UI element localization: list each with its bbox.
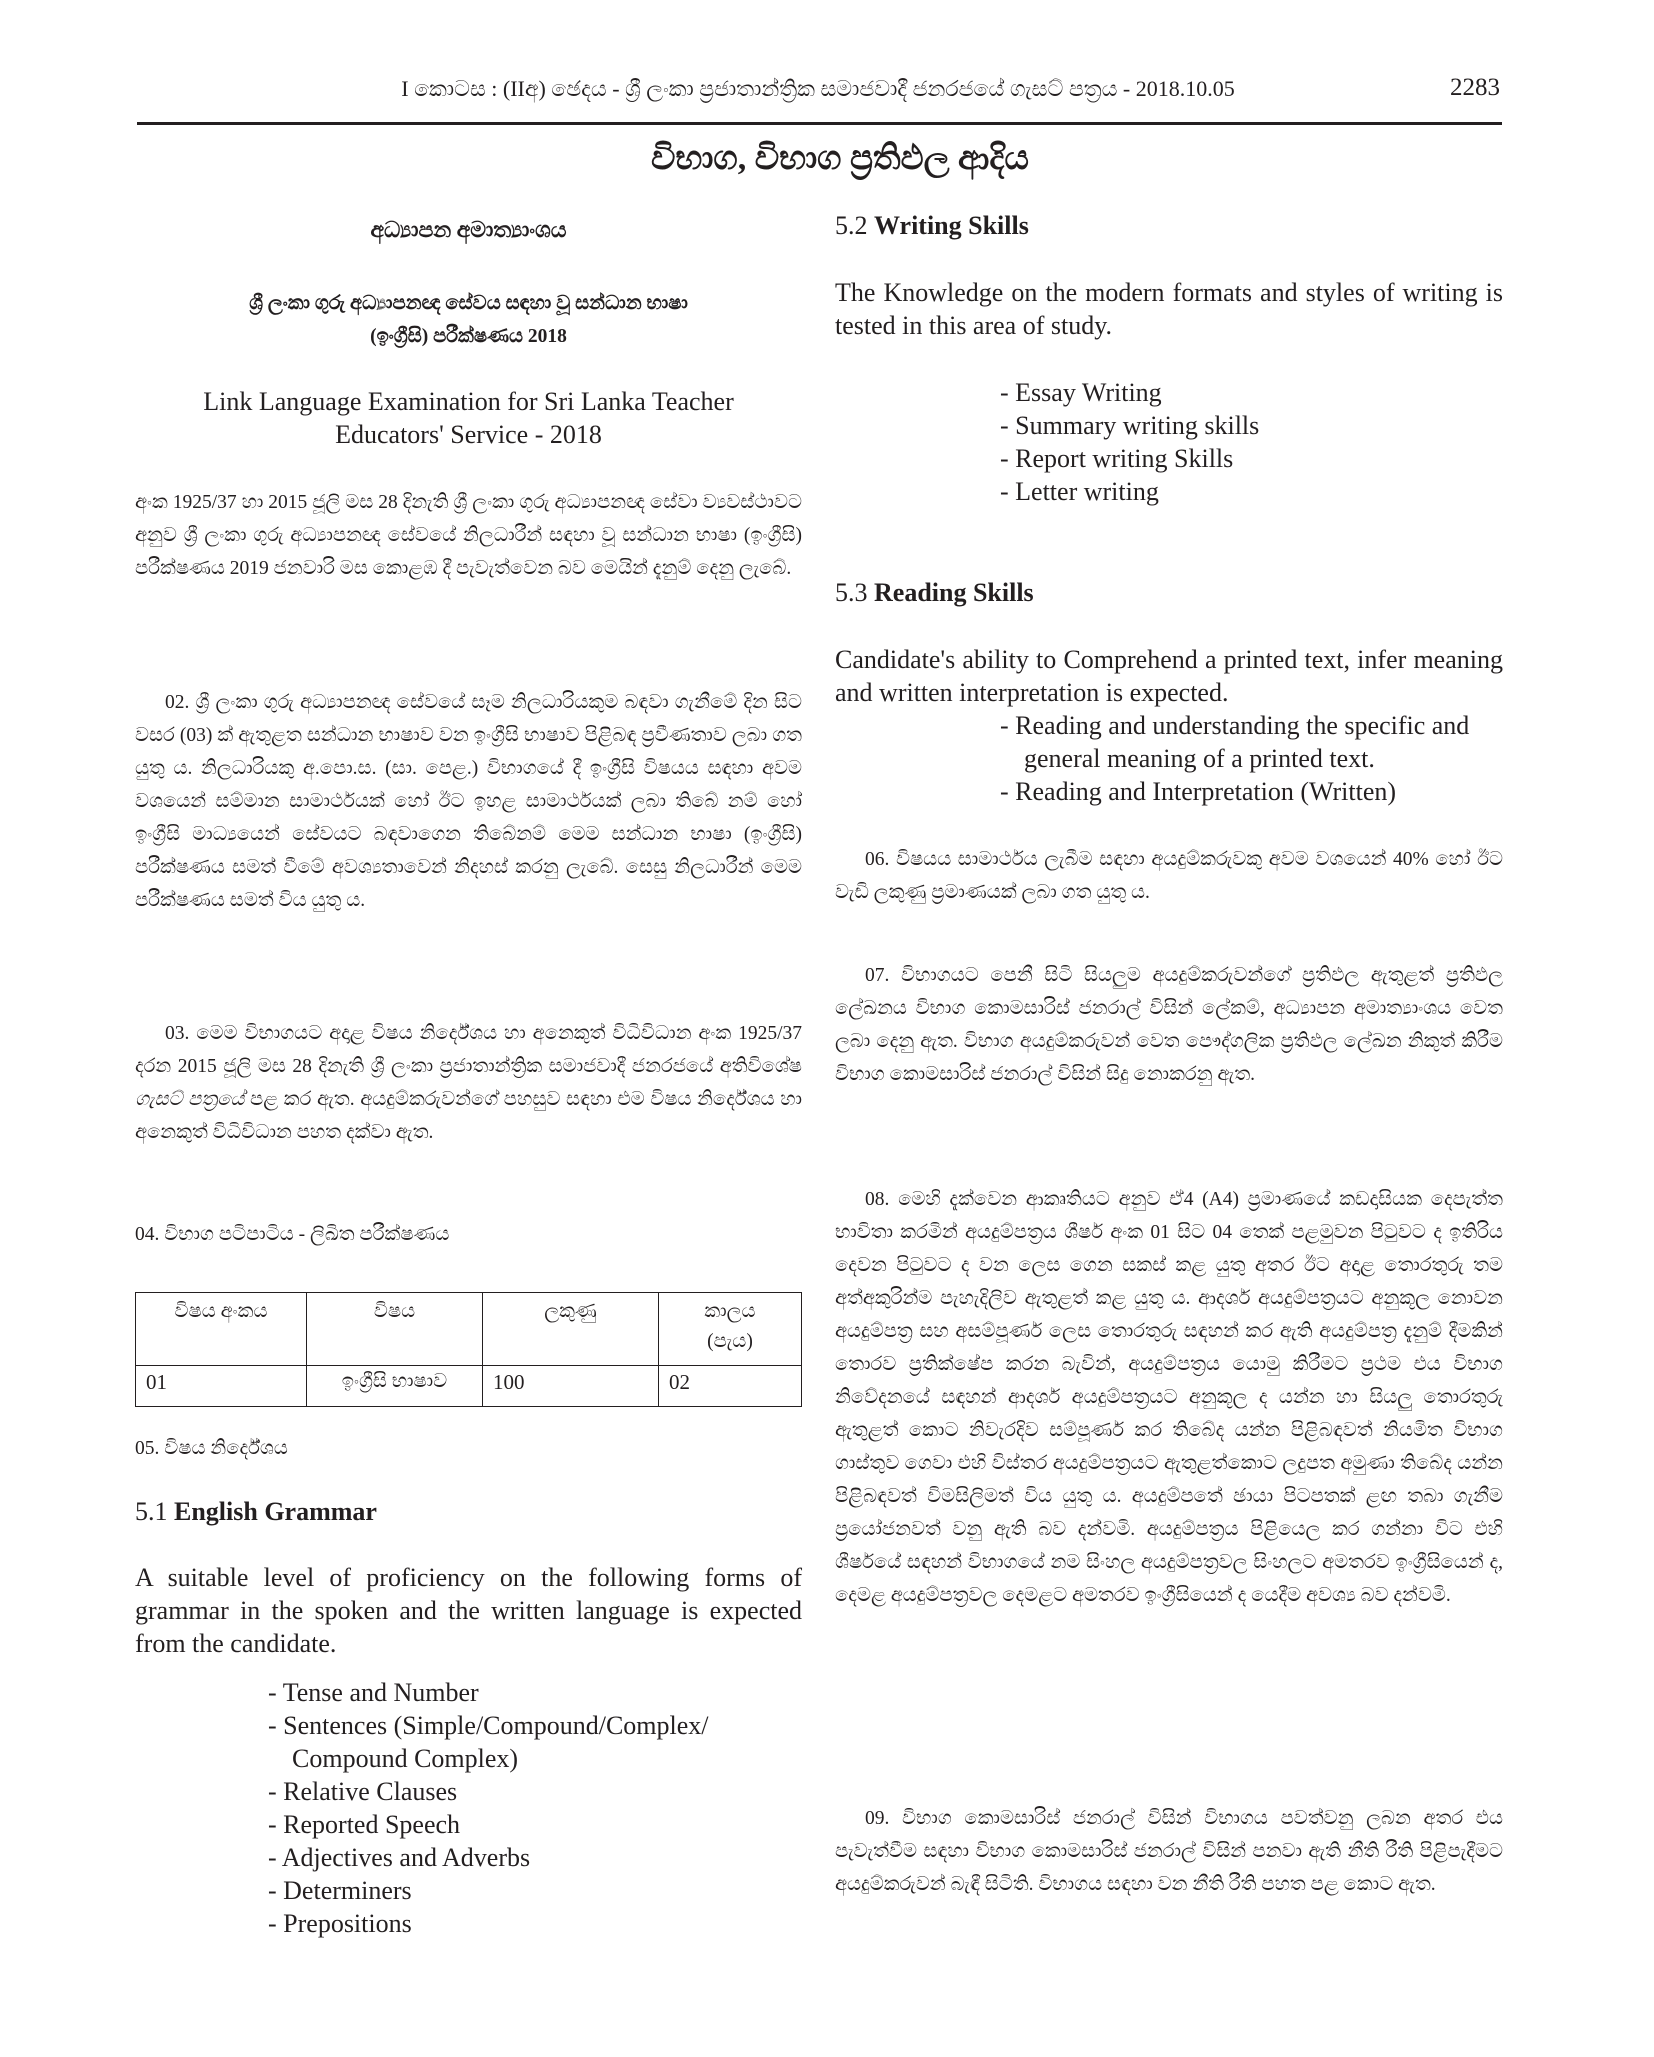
list-item: - Sentences (Simple/Compound/Complex/ bbox=[268, 1711, 709, 1740]
paragraph-03-gazette-italic: ගැසට් පත්‍රයේ bbox=[135, 1089, 245, 1110]
table-header-row bbox=[136, 1293, 802, 1366]
list-item: - Tense and Number bbox=[268, 1678, 479, 1707]
table-header-cell bbox=[659, 1293, 802, 1366]
list-item: - Reported Speech bbox=[268, 1810, 461, 1839]
section-5-2-body: The Knowledge on the modern formats and styles of writing is tested in this area of study. bbox=[835, 278, 1503, 340]
header-rule bbox=[137, 122, 1502, 125]
table-cell: ඉංග්‍රීසි භාෂාව bbox=[307, 1366, 483, 1407]
paragraph-08: 08. මෙහි දැක්වෙන ආකෘතියට අනුව ඒ4 (A4) ප්‍රමාණයේ කඩදාසියක දෙපැත්ත භාවිතා කරමින් අයදුම්පත්‍රය ශීර්ෂ අංක 01 සිට 04 තෙක් පළමුවන පිටුවට ද ඉතිරිය දෙවන පිටුවට ද වන ලෙස ගෙන සකස් කළ යුතු අතර ඊට අදාළ තොරතුරු තම අත්අකුරින්ම පැහැදිලිව ඇතුළත් කළ යුතු ය. ආදර්ශ අයදුම්පත්‍රයට අනුකූල නොවන අයදුම්පත්‍ර සහ අසම්පූර්ණ ලෙස තොරතුරු සඳහන් කර ඇති අයදුම්පත්‍ර දැනුම් දීමකින් තොරව ප්‍රතික්ෂේප කරන බැවින්, අයදුම්පත්‍රය යොමු කිරීමට ප්‍රථම එය විභාග නිවේදනයේ සඳහන් ආදර්ශ අයදුම්පත්‍රයට අනුකූල ද යන්න හා සියලු තොරතුරු ඇතුළත් කොට නිවැරදිව සම්පූර්ණ කර තිබේද යන්න පිළිබඳවත් නියමිත විභාග ගාස්තුව ගෙවා එහි විස්තර අයදුම්පත්‍රයට ඇතුළත්කොට ලදුපත අමුණා තිබේද යන්න පිළිබඳවත් විමසිලිමත් විය යුතු ය. අයදුම්පතේ ඡායා පිටපතක් ළඟ තබා ගැනීම ප්‍රයෝජනවත් වනු ඇති බව දන්වමි. අයදුම්පත්‍රය පිළියෙල කර ගන්නා විට එහි ශීර්ෂයේ සඳහන් විභාගයේ නම සිංහල අයදුම්පත්‍රවල සිංහලට අමතරව ඉංග්‍රීසියෙන් ද, දෙමළ අයදුම්පත්‍රවල දෙමළට අමතරව ඉංග්‍රීසියෙන් ද යෙදීම අවශ්‍ය බව දන්වමි. bbox=[835, 1189, 1503, 1606]
grammar-topics-list bbox=[268, 1676, 798, 1940]
list-item-continuation: general meaning of a printed text. bbox=[1024, 744, 1375, 773]
list-item: - Reading and Interpretation (Written) bbox=[1000, 777, 1397, 806]
paragraph-07: 07. විභාගයට පෙනී සිටි සියලුම අයදුම්කරුවන්ගේ ප්‍රතිඵල ඇතුළත් ප්‍රතිඵල ලේඛනය විභාග කොමසාරිස් ජනරාල් විසින් ලේකම්, අධ්‍යාපන අමාත්‍යාංශය වෙත ලබා දෙනු ඇත. විභාග අයදුම්කරුවන් වෙත පෞද්ගලික ප්‍රතිඵල ලේඛන නිකුත් කිරීම විභාග කොමසාරිස් ජනරාල් විසින් සිදු නොකරනු ඇත. bbox=[835, 965, 1503, 1085]
section-5-1-heading bbox=[135, 1495, 802, 1528]
section-5-1-body: A suitable level of proficiency on the following forms of grammar in the spoken and the written language is expected from the candidate. bbox=[135, 1563, 802, 1658]
paragraph-09: 09. විභාග කොමසාරිස් ජනරාල් විසින් විභාගය පවත්වනු ලබන අතර එය පැවැත්වීම සඳහා විභාග කොමසාරිස් ජනරාල් විසින් පනවා ඇති නීති රීති පිළිපැදීමට අයදුම්කරුවන් බැඳී සිටිති. විභාගය සඳහා වන නීති රීති පහත පළ කොට ඇත. bbox=[835, 1808, 1503, 1895]
list-item: - Prepositions bbox=[268, 1909, 412, 1938]
list-item: - Letter writing bbox=[1000, 477, 1159, 506]
list-item bbox=[1000, 742, 1503, 775]
list-item bbox=[268, 1742, 798, 1775]
list-item-continuation: Compound Complex) bbox=[292, 1744, 519, 1773]
list-item: - Adjectives and Adverbs bbox=[268, 1843, 531, 1872]
section-number: 5.3 bbox=[835, 578, 868, 607]
section-5-3-heading bbox=[835, 576, 1503, 609]
paragraph-05: 05. විෂය නිර්දේශය bbox=[135, 1438, 288, 1459]
exam-title-sinhala-line-2: (ඉංග්‍රීසි) පරීක්ෂණය 2018 bbox=[370, 326, 567, 347]
table-row bbox=[136, 1366, 802, 1407]
table-cell: 01 bbox=[136, 1366, 307, 1407]
reading-skills-list bbox=[1000, 709, 1503, 808]
list-item: - Summary writing skills bbox=[1000, 411, 1260, 440]
table-cell: 02 bbox=[659, 1366, 802, 1407]
table-header-cell: විෂය bbox=[307, 1293, 483, 1366]
exam-title-sinhala bbox=[135, 287, 802, 353]
list-item: - Essay Writing bbox=[1000, 378, 1162, 407]
paragraph-06: 06. විෂයය සාමාර්ථය ලැබීම සඳහා අයදුම්කරුවකු අවම වශයෙන් 40% හෝ ඊට වැඩි ලකුණු ප්‍රමාණයක් ලබා ගත යුතු ය. bbox=[835, 849, 1503, 903]
table-header-time-label: කාලය (පැය) bbox=[704, 1301, 756, 1352]
paragraph-02: 02. ශ්‍රී ලංකා ගුරු අධ්‍යාපනඥ සේවයේ සෑම නිලධාරියකුම බඳවා ගැනීමේ දින සිට වසර (03) ක් ඇතුළත සන්ධාන භාෂාව වන ඉංග්‍රීසි භාෂාව පිළිබඳ ප්‍රවීණතාව ලබා ගත යුතු ය. නිලධාරියකු අ.පො.ස. (සා. පෙළ.) විභාගයේ දී ඉංග්‍රීසි විෂයය සඳහා අවම වශයෙන් සම්මාන සාමාර්ථයක් හෝ ඊට ඉහළ සාමාර්ථයක් ලබා තිබේ නම් හෝ ඉංග්‍රීසි මාධ්‍යයෙන් සේවයට බඳවාගෙන තිබේනම් මෙම සන්ධාන භාෂා (ඉංග්‍රීසි) පරීක්ෂණය සමත් වීමේ අවශ්‍යතාවෙන් නිදහස් කරනු ලැබේ. සෙසු නිලධාරීන් මෙම පරීක්ෂණය සමත් විය යුතු ය. bbox=[135, 692, 802, 911]
exam-title-english-line-1: Link Language Examination for Sri Lanka Teacher bbox=[203, 387, 734, 416]
section-number: 5.2 bbox=[835, 211, 868, 240]
table-header-cell: ලකුණු bbox=[483, 1293, 659, 1366]
exam-title-sinhala-line-1: ශ්‍රී ලංකා ගුරු අධ්‍යාපනඥ සේවය සඳහා වූ සන්ධාන භාෂා bbox=[249, 293, 688, 314]
paragraph-03-part-c: පළ කර ඇත. අයදුම්කරුවන්ගේ පහසුව සඳහා එම විෂය නිර්දේශය හා අනෙකුත් විධිවිධාන පහත දක්වා ඇත. bbox=[135, 1089, 803, 1143]
ministry-heading: අධ්‍යාපන අමාත්‍යාංශය bbox=[370, 217, 567, 242]
exam-schedule-table bbox=[135, 1292, 802, 1407]
section-title-text: Reading Skills bbox=[874, 578, 1034, 607]
section-5-3-body: Candidate's ability to Comprehend a printed text, infer meaning and written interpretation is expected. bbox=[835, 645, 1503, 707]
list-item: - Relative Clauses bbox=[268, 1777, 458, 1806]
section-title: විභාග, විභාග ප්‍රතිඵල ආදිය bbox=[651, 140, 1029, 177]
table-cell: 100 bbox=[483, 1366, 659, 1407]
writing-skills-list bbox=[1000, 376, 1500, 508]
section-number: 5.1 bbox=[135, 1497, 168, 1526]
table-header-cell: විෂය අංකය bbox=[136, 1293, 307, 1366]
paragraph-03-part-a: 03. මෙම විභාගයට අදාළ විෂය නිර්දේශය හා අනෙකුත් විධිවිධාන අංක 1925/37 දරන 2015 ජූලි මස 28 දිනැති ශ්‍රී ලංකා ප්‍රජාතාන්ත්‍රික සමාජවාදී ජනරජයේ අතිවිශේෂ bbox=[135, 1023, 802, 1077]
list-item: - Reading and understanding the specific and bbox=[1000, 711, 1470, 740]
page-number: 2283 bbox=[1450, 74, 1500, 101]
paragraph-01: අංක 1925/37 හා 2015 ජූලි මස 28 දිනැති ශ්‍රී ලංකා ගුරු අධ්‍යාපනඥ සේවා ව්‍යවස්ථාවට අනුව ශ්‍රී ලංකා ගුරු අධ්‍යාපනඥ සේවයේ නිලධාරීන් සඳහා වූ සන්ධාන භාෂා (ඉංග්‍රීසි) පරීක්ෂණය 2019 ජනවාරි මස කොළඹ දී පැවැත්වෙන බව මෙයින් දැනුම් දෙනු ලැබේ. bbox=[135, 492, 802, 579]
list-item: - Report writing Skills bbox=[1000, 444, 1234, 473]
section-title-text: English Grammar bbox=[174, 1497, 377, 1526]
list-item: - Determiners bbox=[268, 1876, 412, 1905]
paragraph-04: 04. විභාග පටිපාටිය - ලිඛිත පරීක්ෂණය bbox=[135, 1224, 450, 1245]
running-header: I කොටස : (IIඅ) ඡෙදය - ශ්‍රී ලංකා ප්‍රජාතාන්ත්‍රික සමාජවාදී ජනරජයේ ගැසට් පත්‍රය - 2018.10.05 bbox=[401, 76, 1235, 101]
paragraph-03 bbox=[135, 1017, 802, 1149]
exam-title-english-line-2: Educators' Service - 2018 bbox=[335, 420, 602, 449]
exam-title-english bbox=[135, 385, 802, 451]
section-title-text: Writing Skills bbox=[874, 211, 1029, 240]
section-5-2-heading bbox=[835, 209, 1503, 242]
